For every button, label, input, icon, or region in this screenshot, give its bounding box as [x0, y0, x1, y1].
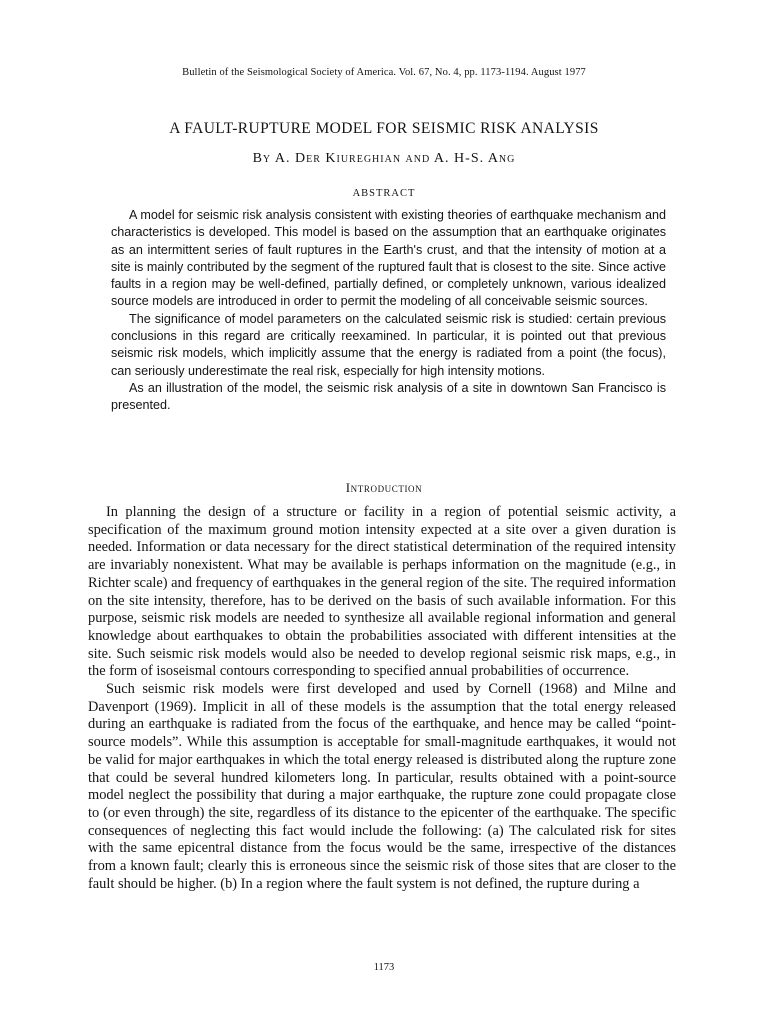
abstract-paragraph-1: A model for seismic risk analysis consistent with existing theories of earthquake mechanism and characteristics is developed. This model is based on the assumption that an earthquake originates as an intermittent series of fault ruptures in the Earth's crust, and that the intensity of motion at a site is mainly contributed by the segment of the ruptured fault that is closest to the site. Since active faults in a region may be well-defined, partially defined, or completely unknown, various idealized source models are introduced in order to permit the modeling of all conceivable seismic sources. — [111, 208, 666, 309]
introduction-body — [88, 504, 676, 893]
paper-title: A FAULT-RUPTURE MODEL FOR SEISMIC RISK ANALYSIS — [169, 120, 599, 137]
paper-authors: By A. Der Kiureghian and A. H-S. Ang — [252, 151, 516, 166]
abstract-paragraph-3: As an illustration of the model, the seismic risk analysis of a site in downtown San Francisco is presented. — [111, 380, 666, 413]
introduction-paragraph-1: In planning the design of a structure or facility in a region of potential seismic activity, a specification of the maximum ground motion intensity expected at a site over a given duration is needed. Information or data necessary for the direct statistical determination of the required intensity are invariably nonexistent. What may be available is perhaps information on the magnitude (e.g., in Richter scale) and frequency of earthquakes in the general region of the site. The required information on the site intensity, therefore, has to be derived on the basis of such available information. For this purpose, seismic risk models are needed to synthesize all available regional information and general knowledge about earthquakes to obtain the probabilities associated with different intensities at the site. Such seismic risk models would also be needed to develop regional seismic risk maps, e.g., in the form of isoseismal contours corresponding to specified annual probabilities of occurrence. — [88, 504, 676, 680]
page-number: 1173 — [373, 962, 395, 973]
abstract-body — [111, 207, 666, 415]
introduction-heading: Introduction — [345, 480, 423, 495]
abstract-heading: ABSTRACT — [352, 188, 416, 199]
introduction-paragraph-2: Such seismic risk models were first developed and used by Cornell (1968) and Milne and Davenport (1969). Implicit in all of these models is the assumption that the total energy released during an earthquake is radiated from the focus of the earthquake, and hence may be called “point-source models”. While this assumption is acceptable for small-magnitude earthquakes, it would not be valid for major earthquakes in which the total energy released is distributed along the rupture zone that could be several hundred kilometers long. In particular, results obtained with a point-source model neglect the possibility that during a major earthquake, the rupture zone could propagate close to (or even through) the site, regardless of its distance to the epicenter of the earthquake. The specific consequences of neglecting this fact would include the following: (a) The calculated risk for sites with the same epicentral distance from the focus would be the same, irrespective of the distances from a known fault; clearly this is erroneous since the seismic risk of those sites that are closer to the fault should be higher. (b) In a region where the fault system is not defined, the rupture during a — [88, 681, 676, 892]
journal-citation: Bulletin of the Seismological Society of America. Vol. 67, No. 4, pp. 1173-1194. August 1977 — [182, 67, 586, 78]
abstract-paragraph-2: The significance of model parameters on the calculated seismic risk is studied: certain previous conclusions in this regard are critically reexamined. In particular, it is pointed out that previous seismic risk models, which implicitly assume that the energy is radiated from a point (the focus), can seriously underestimate the real risk, especially for high intensity motions. — [111, 311, 666, 378]
